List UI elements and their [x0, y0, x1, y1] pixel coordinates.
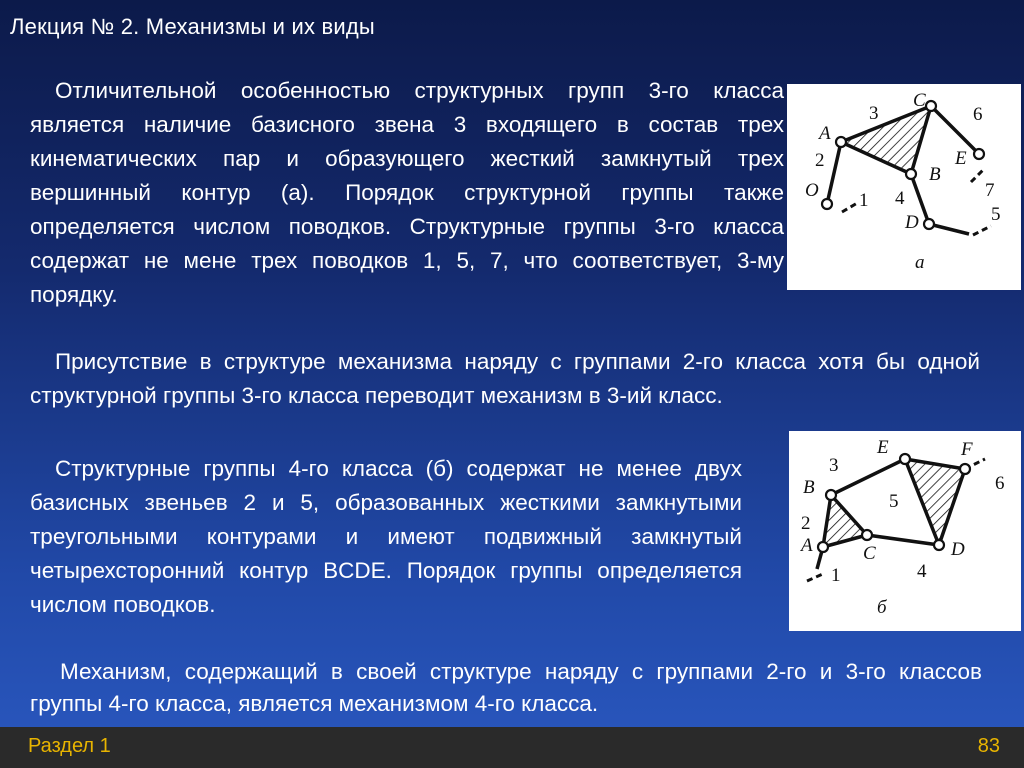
- label-4: 4: [917, 561, 927, 582]
- label-a: A: [801, 535, 813, 556]
- joint-e: [900, 454, 910, 464]
- paragraph-class4-groups: Структурные группы 4-го класса (б) содержат не менее двух базисных звеньев 2 и 5, образованных жесткими замкнутыми треугольными контурами и имеют подвижный замкнутый четырехсторонний контур BCDE. Порядок группы определяется числом поводков.: [30, 456, 742, 617]
- joint-b: [826, 490, 836, 500]
- base-link-2-triangle: [823, 495, 867, 547]
- label-5: 5: [889, 491, 899, 512]
- footer-section-label: Раздел 1: [28, 735, 111, 757]
- joint-c: [926, 101, 936, 111]
- base-link-triangle: [841, 106, 931, 174]
- joint-a: [818, 542, 828, 552]
- label-e: E: [877, 437, 889, 458]
- link-7-ground: [971, 168, 985, 182]
- label-a: A: [819, 123, 831, 144]
- label-3: 3: [829, 455, 839, 476]
- link-5-ground: [973, 226, 991, 235]
- label-7: 7: [985, 180, 995, 201]
- label-2: 2: [801, 513, 811, 534]
- slide-title: Лекция № 2. Механизмы и их виды: [10, 14, 375, 39]
- joint-a: [836, 137, 846, 147]
- label-4: 4: [895, 188, 905, 209]
- label-1: 1: [831, 565, 841, 586]
- link-5-line: [929, 224, 969, 234]
- figure-b-panel: [789, 431, 1021, 631]
- page-number: 83: [977, 735, 1000, 757]
- joint-f: [960, 464, 970, 474]
- footer-bar: [0, 727, 1024, 768]
- label-b: B: [929, 164, 941, 185]
- paragraph-class3-groups: Отличительной особенностью структурных групп 3-го класса является наличие базисного звена 3 входящего в состав трех кинематических пар и образующего жесткий замкнутый трех вершинный контур (а). Порядок структурной группы также определяется числом поводков. Структурные группы 3-го класса содержат не мене трех поводков 1, 5, 7, что соответствует, 3-му порядку.: [30, 78, 784, 307]
- label-5: 5: [991, 204, 1001, 225]
- joint-c: [862, 530, 872, 540]
- figure-a-diagram: [787, 84, 1021, 290]
- joint-d: [934, 540, 944, 550]
- figure-b-diagram: [789, 431, 1021, 631]
- link-2-line: [827, 142, 841, 204]
- paragraph-class4-mechanism: Механизм, содержащий в своей структуре наряду с группами 2-го и 3-го классов группы 4-го класса, является механизмом 4-го класса.: [30, 659, 982, 716]
- label-3: 3: [869, 103, 879, 124]
- base-link-5-triangle: [905, 459, 965, 545]
- joint-o: [822, 199, 832, 209]
- label-2: 2: [815, 150, 825, 171]
- label-1: 1: [859, 190, 869, 211]
- label-o: O: [805, 180, 819, 201]
- label-b: B: [803, 477, 815, 498]
- link-4-line: [867, 535, 939, 545]
- joint-e: [974, 149, 984, 159]
- joint-b: [906, 169, 916, 179]
- link-3-line: [831, 459, 905, 495]
- label-c: C: [863, 543, 876, 564]
- figure-b-caption: б: [877, 597, 887, 618]
- link-6-line: [931, 106, 979, 154]
- label-d: D: [905, 212, 919, 233]
- label-c: C: [913, 90, 926, 111]
- label-d: D: [951, 539, 965, 560]
- figure-a-caption: а: [915, 252, 925, 273]
- link-1-ground: [807, 573, 825, 581]
- figure-a-panel: [787, 84, 1021, 290]
- joint-d: [924, 219, 934, 229]
- label-f: F: [961, 439, 973, 460]
- paragraph-class3-mechanism: Присутствие в структуре механизма наряду с группами 2-го класса хотя бы одной структурной группы 3-го класса переводит механизм в 3-ий класс.: [30, 349, 980, 408]
- label-6: 6: [973, 104, 983, 125]
- label-e: E: [955, 148, 967, 169]
- label-6: 6: [995, 473, 1005, 494]
- link-1-ground: [842, 202, 859, 212]
